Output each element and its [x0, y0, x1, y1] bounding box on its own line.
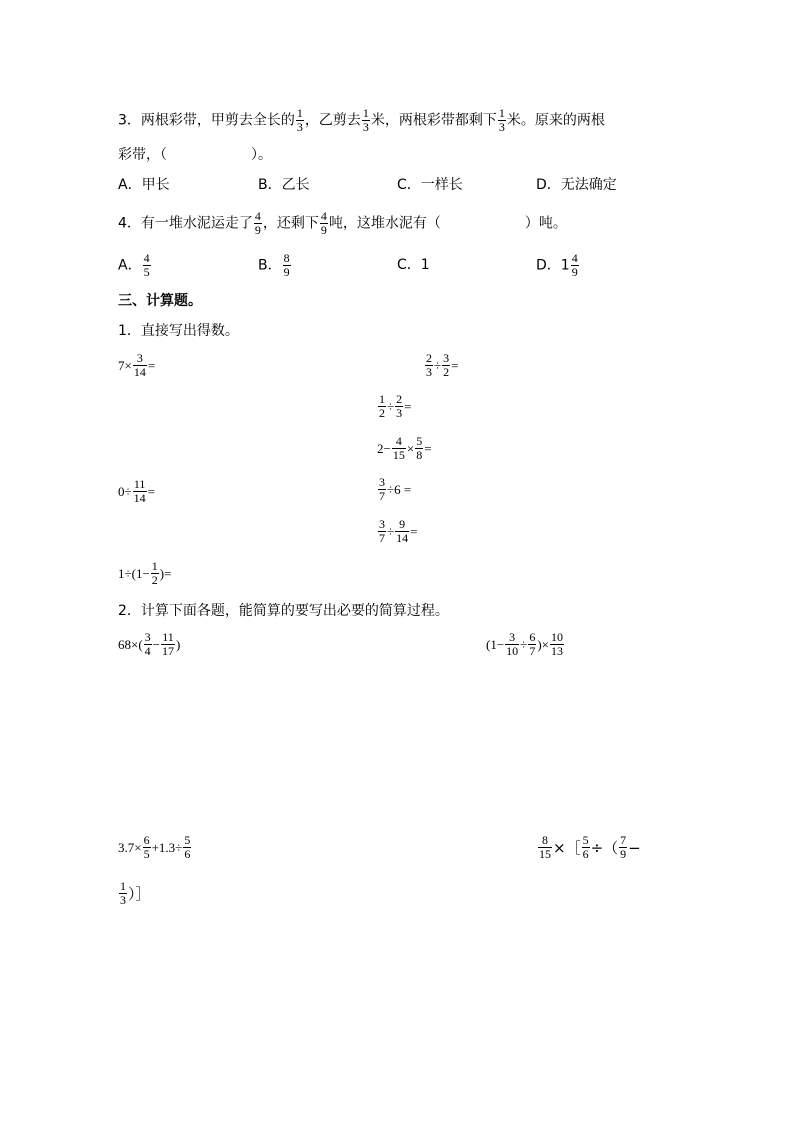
- question-4-line: [118, 210, 567, 237]
- calc-expr-2-fraction-b: $\frac{6}{7}$: [529, 630, 536, 658]
- direct-expr-2-fraction-b: $\frac{3}{2}$: [443, 351, 450, 379]
- direct-expr-8: 1÷(1− $\frac{1}{2}$ )=: [118, 559, 172, 587]
- q3-fraction-3: $\frac{1}{3}$: [498, 106, 505, 134]
- q3-text-4: 米。原来的两根: [506, 112, 605, 129]
- calc-expr-2-fraction-a: $\frac{3}{10}$: [506, 630, 519, 658]
- direct-expr-4-fraction-b: $\frac{5}{8}$: [416, 434, 423, 462]
- q3-option-b: B．乙长: [258, 177, 310, 193]
- direct-expr-8-fraction: $\frac{1}{2}$: [151, 559, 158, 587]
- q4-text-3: 吨，这堆水泥有（ ）吨。: [328, 215, 567, 232]
- calc-expr-3-fraction-a: $\frac{6}{5}$: [143, 833, 150, 861]
- calc-expr-4-line1: $\frac{8}{15}$ ×［ $\frac{5}{6}$ ÷（ $\frac{7}{9}$ −: [539, 833, 641, 861]
- direct-expr-4: 2− $\frac{4}{15}$ × $\frac{5}{8}$ =: [377, 434, 432, 462]
- question-3-line2: 彩带，（ ）。: [118, 147, 272, 163]
- q4-option-d-fraction: $\frac{4}{9}$: [571, 251, 578, 279]
- direct-expr-6: $\frac{3}{7}$ ÷6 =: [379, 475, 412, 503]
- calc-expr-4-fraction-c: $\frac{7}{9}$: [620, 833, 627, 861]
- q4-option-a: A． $\frac{4}{5}$: [118, 251, 150, 279]
- calc-expr-1-fraction-b: $\frac{11}{17}$: [162, 630, 175, 658]
- calc-expr-4-fraction-a: $\frac{8}{15}$: [539, 833, 551, 861]
- calc-expr-3-fraction-b: $\frac{5}{6}$: [184, 833, 191, 861]
- q4-option-c: C．1: [397, 257, 430, 273]
- subquestion-1-heading: 1．直接写出得数。: [118, 323, 239, 339]
- question-3-line1: [118, 107, 605, 134]
- calc-expr-2: (1− $\frac{3}{10}$ ÷ $\frac{6}{7}$ )× $\frac{10}{13}$: [486, 630, 563, 658]
- q4-option-b: B． $\frac{8}{9}$: [258, 251, 290, 279]
- q3-option-a: A．甲长: [118, 177, 170, 193]
- calc-expr-1-fraction-a: $\frac{3}{4}$: [144, 630, 151, 658]
- q3-text-1: 3．两根彩带，甲剪去全长的: [118, 112, 295, 129]
- q4-text-1: 4．有一堆水泥运走了: [118, 215, 253, 232]
- q3-option-c: C．一样长: [397, 177, 463, 193]
- calc-expr-4-line2: $\frac{1}{3}$ ）］: [120, 879, 151, 907]
- direct-expr-3-fraction-a: $\frac{1}{2}$: [379, 392, 385, 420]
- direct-expr-3: $\frac{1}{2}$ ÷ $\frac{2}{3}$ =: [379, 392, 412, 420]
- direct-expr-4-fraction-a: $\frac{4}{15}$: [392, 434, 405, 462]
- direct-expr-7-fraction-b: $\frac{9}{14}$: [396, 517, 409, 545]
- direct-expr-5: 0÷ $\frac{11}{14}$ =: [118, 477, 155, 505]
- q3-text-3: 米，两根彩带都剩下: [370, 112, 497, 129]
- direct-expr-1: 7× $\frac{3}{14}$ =: [118, 351, 156, 379]
- q3-fraction-2: $\frac{1}{3}$: [362, 106, 369, 134]
- subquestion-2-heading: 2．计算下面各题，能简算的要写出必要的简算过程。: [118, 603, 449, 619]
- q3-fraction-1: $\frac{1}{3}$: [296, 106, 303, 134]
- q4-option-d: D．1 $\frac{4}{9}$: [536, 251, 578, 279]
- direct-expr-5-fraction: $\frac{11}{14}$: [133, 477, 146, 505]
- q4-option-a-fraction: $\frac{4}{5}$: [143, 251, 150, 279]
- direct-expr-7: $\frac{3}{7}$ ÷ $\frac{9}{14}$ =: [379, 517, 418, 545]
- direct-expr-3-fraction-b: $\frac{2}{3}$: [396, 392, 403, 420]
- q4-fraction-1: $\frac{4}{9}$: [254, 209, 261, 237]
- q4-text-2: ，还剩下: [262, 215, 319, 232]
- q4-fraction-2: $\frac{4}{9}$: [320, 209, 327, 237]
- calc-expr-2-fraction-c: $\frac{10}{13}$: [550, 630, 563, 658]
- calc-expr-4-fraction-b: $\frac{5}{6}$: [582, 833, 589, 861]
- calc-expr-3: 3.7× $\frac{6}{5}$ +1.3÷ $\frac{5}{6}$: [118, 833, 191, 861]
- direct-expr-1-fraction: $\frac{3}{14}$: [133, 351, 146, 379]
- direct-expr-2-fraction-a: $\frac{2}{3}$: [426, 351, 432, 379]
- direct-expr-2: $\frac{2}{3}$ ÷ $\frac{3}{2}$ =: [426, 351, 459, 379]
- direct-expr-6-fraction: $\frac{3}{7}$: [379, 475, 385, 503]
- direct-expr-7-fraction-a: $\frac{3}{7}$: [379, 517, 385, 545]
- section-3-heading: 三、计算题。: [118, 293, 202, 309]
- calc-expr-1: 68×( $\frac{3}{4}$ − $\frac{11}{17}$ ): [118, 630, 181, 658]
- calc-expr-4-fraction-d: $\frac{1}{3}$: [120, 879, 126, 907]
- q3-text-2: ，乙剪去: [304, 112, 361, 129]
- q3-option-d: D．无法确定: [536, 177, 617, 193]
- q4-option-b-fraction: $\frac{8}{9}$: [283, 251, 290, 279]
